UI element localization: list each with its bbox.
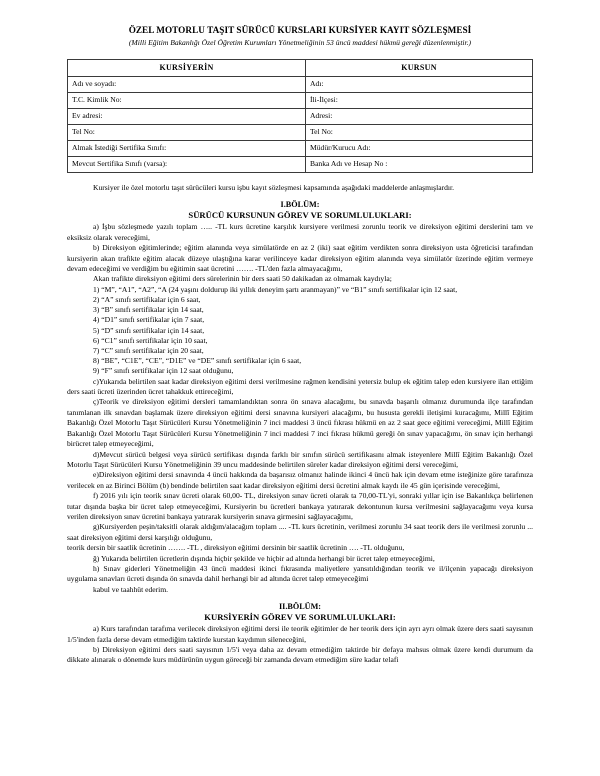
list-item: 3) “B” sınıfı sertifikalar için 14 saat,	[93, 305, 204, 315]
field-label-director-name: Müdür/Kurucu Adı:	[306, 141, 533, 157]
document-header	[67, 24, 533, 48]
field-label-course-name: Adı:	[306, 77, 533, 93]
section-one-paragraph-c: c)Yukarıda belirtilen saat kadar direksiyon eğitimi dersi verilmesine rağmen kendisini yetersiz bulup ek eğitim talep eden kursiyere ilan ettiğim ders saati ücreti üzerinden ücret tahakkuk ettireceğimi,	[67, 376, 533, 397]
table-row	[68, 157, 533, 173]
column-header-kursun: KURSUN	[306, 60, 533, 77]
table-header-row	[68, 60, 533, 77]
section-one-paragraph-g-breve: ğ) Yukarıda belirtilen ücretlerin dışında hiçbir şekilde ve hiçbir ad altında herhangi bir ücret talep etmeyeceğimi,	[93, 553, 435, 563]
section-one-heading: SÜRÜCÜ KURSUNUN GÖREV VE SORUMLULUKLARI:	[188, 210, 412, 221]
section-two-paragraph-b: b) Direksiyon eğitimi ders saati sayısının 1/5'i veya daha az devam etmediğim taktirde bir defaya mahsus olmak üzere kendi durumum da dikkate alınarak o dönemde kurs müdürünün uygun göreceği bir zamanda devam etmediğim süre kadar telafi	[67, 645, 533, 665]
list-item: 1) “M”, “A1”, “A2”, “A (24 yaşını doldurup iki yıllık deneyim şartı aranmayan)” ve “B1” sınıfı sertifikalar için 12 saat,	[93, 284, 458, 294]
section-one-paragraph-d: d)Mevcut sürücü belgesi veya sürücü sertifikası dışında farklı bir sınıfın sürücü sertifikasını almak isteyenlere Millî Eğitim Bakanlığı Özel Motorlu Taşıt Sürücüleri Kursu Yönetmeliğinin 39 uncu maddesinde belirtilen süreler kadar direksiyon eğitimi dersi vereceğimi,	[67, 449, 533, 469]
section-one-paragraph-b: b) Direksiyon eğitimlerinde; eğitim alanında veya simülatörde en az 2 (iki) saat eğitim verdikten sonra direksiyon usta öğreticisi tarafından kursiyerin akan trafikte eğitim alacak düzeye ulaştığına karar verilinceye kadar direksiyon eğitim alanında veya simülatör üzerinde eğitim vermeye devam edeceğimi ve verdiğim bu eğitimin saat ücretini ……. -TL'den fazla almayacağımı,	[67, 243, 533, 274]
table-row	[68, 125, 533, 141]
field-label-student-address: Ev adresi:	[68, 109, 306, 125]
section-two-heading: KURSİYERİN GÖREV VE SORUMLULUKLARI:	[204, 612, 396, 623]
list-item: 4) “D1” sınıfı sertifikalar için 7 saat,	[93, 315, 205, 325]
field-label-current-certificate: Mevcut Sertifika Sınıfı (varsa):	[68, 157, 306, 173]
field-label-student-id: T.C. Kimlik No:	[68, 93, 306, 109]
table-row	[68, 77, 533, 93]
section-one-paragraph-c-cedilla: ç)Teorik ve direksiyon eğitimi dersleri tamamlandıktan sonra ön sınava alacağımı, bu sınavda başarılı olmanız durumunda ilçe tarafından tanımlanan ilk sınavdan başlamak üzere direksiyon eğitimi dersi sınavına kursiyeri alacağımı, bu hususta gerekli iletişimi kuracağımı, Millî Eğitim Bakanlığı Özel Motorlu Taşıt Sürücüleri Kursu Yönetmeliğinin 7 inci maddesi 3 üncü fıkrası hükmü en az 2 saat gece eğitimi vereceğimi, Millî Eğitim Bakanlığı Özel Motorlu Taşıt Sürücüleri Kursu Yönetmeliğinin 7 inci maddesi 7 inci fıkrası hükmü gereği ön sınav yapacağımı, ön sınav için herhangi birücret talep etmeyeceğimi,	[67, 397, 533, 449]
field-label-student-phone: Tel No:	[68, 125, 306, 141]
section-one-paragraph-a: a) İşbu sözleşmede yazılı toplam ….. -TL kurs ücretine karşılık kursiyere verilmesi zorunlu teorik ve direksiyon eğitimi derslerini tam ve eksiksiz olarak vereceğimi,	[67, 222, 533, 242]
page-subtitle: (Milli Eğitim Bakanlığı Özel Öğretim Kurumları Yönetmeliğinin 53 üncü maddesi hükmü gereği düzenlenmiştir.)	[128, 38, 472, 47]
field-label-student-name: Adı ve soyadı:	[68, 77, 306, 93]
section-one-paragraph-f: f) 2016 yılı için teorik sınav ücreti olarak 60,00- TL, direksiyon sınav ücreti olarak ta 70,00-TL'yi, sonraki yıllar için ise Bakanlıkça belirlenen tutar dışında başka bir ücret talep etmeyeceğimi, Kursiyerin bu ücretleri bankaya yatırarak dekontunun kursa verilmesini sağlayacağımı veya kursa verilen direksiyon sınav ücretini bankaya yatırarak kursiyerin sınava girmesini sağlayacağımı,	[67, 491, 533, 521]
section-two-number: II.BÖLÜM:	[278, 602, 322, 612]
certificate-hours-list	[67, 285, 533, 377]
list-item: 2) “A” sınıfı sertifikalar için 6 saat,	[93, 295, 201, 305]
section-one-number: I.BÖLÜM:	[280, 200, 320, 210]
field-label-course-province: İli-İlçesi:	[306, 93, 533, 109]
list-item: 8) “BE”, “C1E”, “CE”, “D1E” ve “DE” sınıfı sertifikalar için 6 saat,	[93, 356, 302, 366]
section-one-closing: kabul ve taahhüt ederim.	[93, 584, 169, 594]
page-title: ÖZEL MOTORLU TAŞIT SÜRÜCÜ KURSLARI KURSİYER KAYIT SÖZLEŞMESİ	[128, 25, 472, 35]
table-row	[68, 141, 533, 157]
list-item: 9) “F” sınıfı sertifikalar için 12 saat olduğunu,	[93, 366, 234, 376]
field-label-course-phone: Tel No:	[306, 125, 533, 141]
hours-list-intro: Akan trafikte direksiyon eğitimi ders sürelerinin bir ders saati 50 dakikadan az olmamak kaydıyla;	[93, 274, 392, 284]
field-label-course-address: Adresi:	[306, 109, 533, 125]
list-item: 6) “C1” sınıfı sertifikalar için 10 saat,	[93, 335, 208, 345]
section-one-paragraph-g-continued: teorik dersin bir saatlik ücretinin ……. -TL , direksiyon eğitimi dersinin bir saatlik ücretinin …. -TL olduğunu,	[67, 543, 405, 553]
table-row	[68, 109, 533, 125]
list-item: 5) “D” sınıfı sertifikalar için 14 saat,	[93, 325, 205, 335]
section-one-paragraph-e: e)Direksiyon eğitimi dersi sınavında 4 üncü hakkında da başarısız olmanız halinde ikinci 4 üncü hak için devam etme isteğinize göre tarafınıza verilecek en az Birinci Bölüm (b) bendinde belirtilen saat kadar direksiyon eğitimi dersi ücretini almak kaydı ile 45 gün içerisinde vereceğimi,	[67, 470, 533, 490]
section-one-paragraph-g: g)Kursiyerden peşin/taksitli olarak aldığım/alacağım toplam .... -TL kurs ücretinin, verilmesi zorunlu 34 saat teorik ders ile verilmesi zorunlu ... saat direksiyon eğitimi dersi karşılığı olduğunu,	[67, 522, 533, 542]
table-row	[68, 93, 533, 109]
field-label-bank-account: Banka Adı ve Hesap No :	[306, 157, 533, 173]
column-header-kursiyerin: KURSİYERİN	[68, 60, 306, 77]
section-two-paragraph-a: a) Kurs tarafından tarafıma verilecek direksiyon eğitimi dersi ile teorik eğitimler de her teorik ders için ayrı ayrı olmak üzere ders saati sayısının 1/5'inden fazla derse devam etmediğim taktirde kurstan kaydımın sileneceğini,	[67, 624, 533, 644]
intro-paragraph: Kursiyer ile özel motorlu taşıt sürücüleri kursu işbu kayıt sözleşmesi kapsamında aşağıdaki maddelerde anlaşmışlardır.	[93, 183, 455, 192]
field-label-desired-certificate: Almak İstediği Sertifika Sınıfı:	[68, 141, 306, 157]
registration-info-table	[67, 59, 533, 173]
section-one-paragraph-h: h) Sınav giderleri Yönetmeliğin 43 üncü maddesi ikinci fıkrasında maliyetlere yansıtıldığından teorik ve il/ilçenin yapacağı direksiyon uygulama sınavları ücreti dışında ön sınavda dahil herhangi bir ad altında ücret talep etmeyeceğimi	[67, 563, 533, 584]
list-item: 7) “C” sınıfı sertifikalar için 20 saat,	[93, 346, 204, 356]
contract-body	[67, 183, 533, 666]
